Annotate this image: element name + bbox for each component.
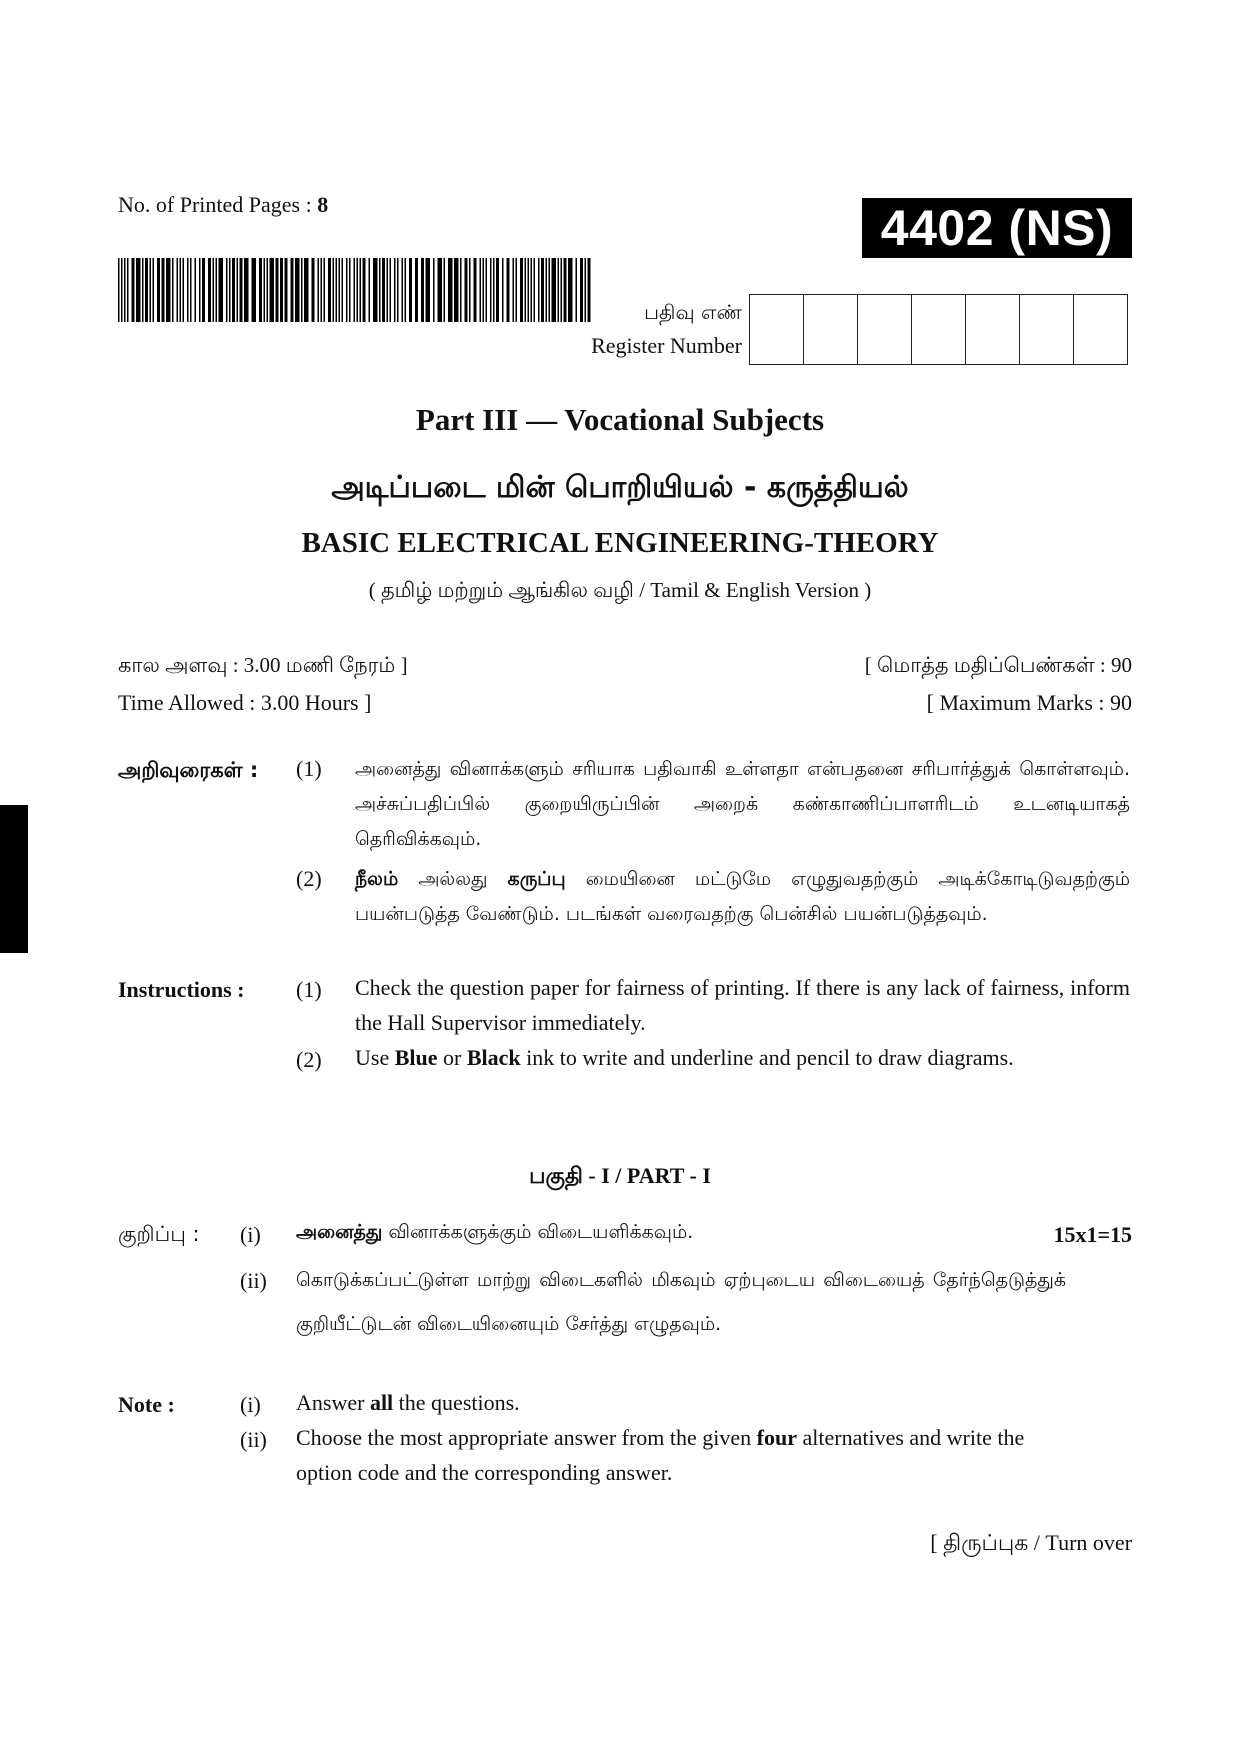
all-ta: அனைத்து — [296, 1221, 383, 1243]
text: அல்லது — [398, 868, 508, 890]
register-label-en: Register Number — [591, 333, 742, 358]
item-number: (ii) — [240, 1268, 267, 1293]
note-en-1 — [296, 1385, 1066, 1420]
subject-title-en: BASIC ELECTRICAL ENGINEERING-THEORY — [301, 527, 939, 559]
ink-black-ta: கருப்பு — [507, 868, 566, 890]
text: ink to write and underline and pencil to draw diagrams. — [520, 1045, 1014, 1070]
max-marks-en: [ Maximum Marks : 90 — [926, 690, 1132, 715]
register-digit-box[interactable] — [1020, 295, 1074, 364]
part-title: Part III — Vocational Subjects — [415, 402, 825, 437]
text: Use — [355, 1045, 395, 1070]
register-digit-box[interactable] — [804, 295, 858, 364]
text: or — [437, 1045, 467, 1070]
register-digit-box[interactable] — [858, 295, 912, 364]
note-heading-en: Note : — [118, 1392, 175, 1417]
section-title: பகுதி - I / PART - I — [529, 1163, 711, 1188]
instruction-ta-1: அனைத்து வினாக்களும் சரியாக பதிவாகி உள்ளதா என்பதனை சரிபார்த்துக் கொள்ளவும். அச்சுப்பதிப்பில் குறையிருப்பின் அறைக் கண்காணிப்பாளரிடம் உடனடியாகத் தெரிவிக்கவும். — [355, 758, 1130, 850]
turn-over: [ திருப்புக / Turn over — [930, 1530, 1132, 1555]
item-number: (1) — [296, 977, 322, 1002]
instructions-heading-en: Instructions : — [118, 977, 245, 1002]
item-number: (ii) — [240, 1427, 267, 1452]
all-en: all — [369, 1390, 394, 1415]
margin-bar — [0, 805, 28, 953]
four-en: four — [756, 1425, 797, 1450]
item-number: (2) — [296, 1047, 322, 1072]
register-digit-box[interactable] — [912, 295, 966, 364]
register-number-boxes[interactable] — [749, 294, 1128, 365]
printed-pages-label: No. of Printed Pages : — [118, 192, 318, 217]
instructions-heading-ta: அறிவுரைகள் : — [118, 758, 259, 782]
ink-blue-ta: நீலம் — [355, 868, 399, 890]
register-label-ta: பதிவு எண் — [644, 300, 742, 324]
text: மையினை மட்டுமே எழுதுவதற்கும் அடிக்கோடிடுவதற்கும் பயன்படுத்த வேண்டும். படங்கள் வரைவதற்கு பென்சில் பயன்படுத்தவும். — [355, 868, 1131, 925]
item-number: (i) — [240, 1392, 261, 1417]
text: வினாக்களுக்கும் விடையளிக்கவும். — [382, 1221, 694, 1243]
printed-pages — [118, 192, 328, 218]
text: Choose the most appropriate answer from the given — [296, 1425, 757, 1450]
text: the questions. — [393, 1390, 520, 1415]
text: Answer — [296, 1390, 370, 1415]
item-number: (2) — [296, 866, 322, 891]
printed-pages-value: 8 — [317, 192, 329, 217]
item-number: (1) — [296, 756, 322, 781]
marks-scheme: 15x1=15 — [1053, 1222, 1132, 1247]
ink-black-en: Black — [466, 1045, 521, 1070]
instruction-en-1: Check the question paper for fairness of printing. If there is any lack of fairness, inform the Hall Supervisor immediately. — [355, 975, 1130, 1035]
instruction-ta-2 — [355, 862, 1130, 932]
time-allowed-en: Time Allowed : 3.00 Hours ] — [118, 690, 372, 715]
time-allowed-ta: கால அளவு : 3.00 மணி நேரம் ] — [118, 653, 408, 677]
register-digit-box[interactable] — [750, 295, 804, 364]
max-marks-ta: [ மொத்த மதிப்பெண்கள் : 90 — [864, 653, 1132, 677]
paper-code: 4402 (NS) — [862, 198, 1132, 258]
instruction-en-2 — [355, 1040, 1130, 1075]
note-en-2 — [296, 1420, 1071, 1490]
note-ta-1 — [296, 1215, 936, 1250]
text: alternatives and write the option code and the corresponding answer. — [296, 1425, 1025, 1485]
subject-title-ta: அடிப்படை மின் பொறியியல் - கருத்தியல் — [331, 470, 909, 505]
note-ta-2: கொடுக்கப்பட்டுள்ள மாற்று விடைகளில் மிகவும் ஏற்புடைய விடையைத் தேர்ந்தெடுத்துக் குறியீட்டுடன் விடையினையும் சேர்த்து எழுதவும். — [296, 1269, 1066, 1335]
ink-blue-en: Blue — [394, 1045, 438, 1070]
note-heading-ta: குறிப்பு : — [118, 1222, 200, 1246]
version-line: ( தமிழ் மற்றும் ஆங்கில வழி / Tamil & English Version ) — [368, 578, 872, 602]
register-digit-box[interactable] — [966, 295, 1020, 364]
item-number: (i) — [240, 1222, 261, 1247]
register-digit-box[interactable] — [1074, 295, 1127, 364]
